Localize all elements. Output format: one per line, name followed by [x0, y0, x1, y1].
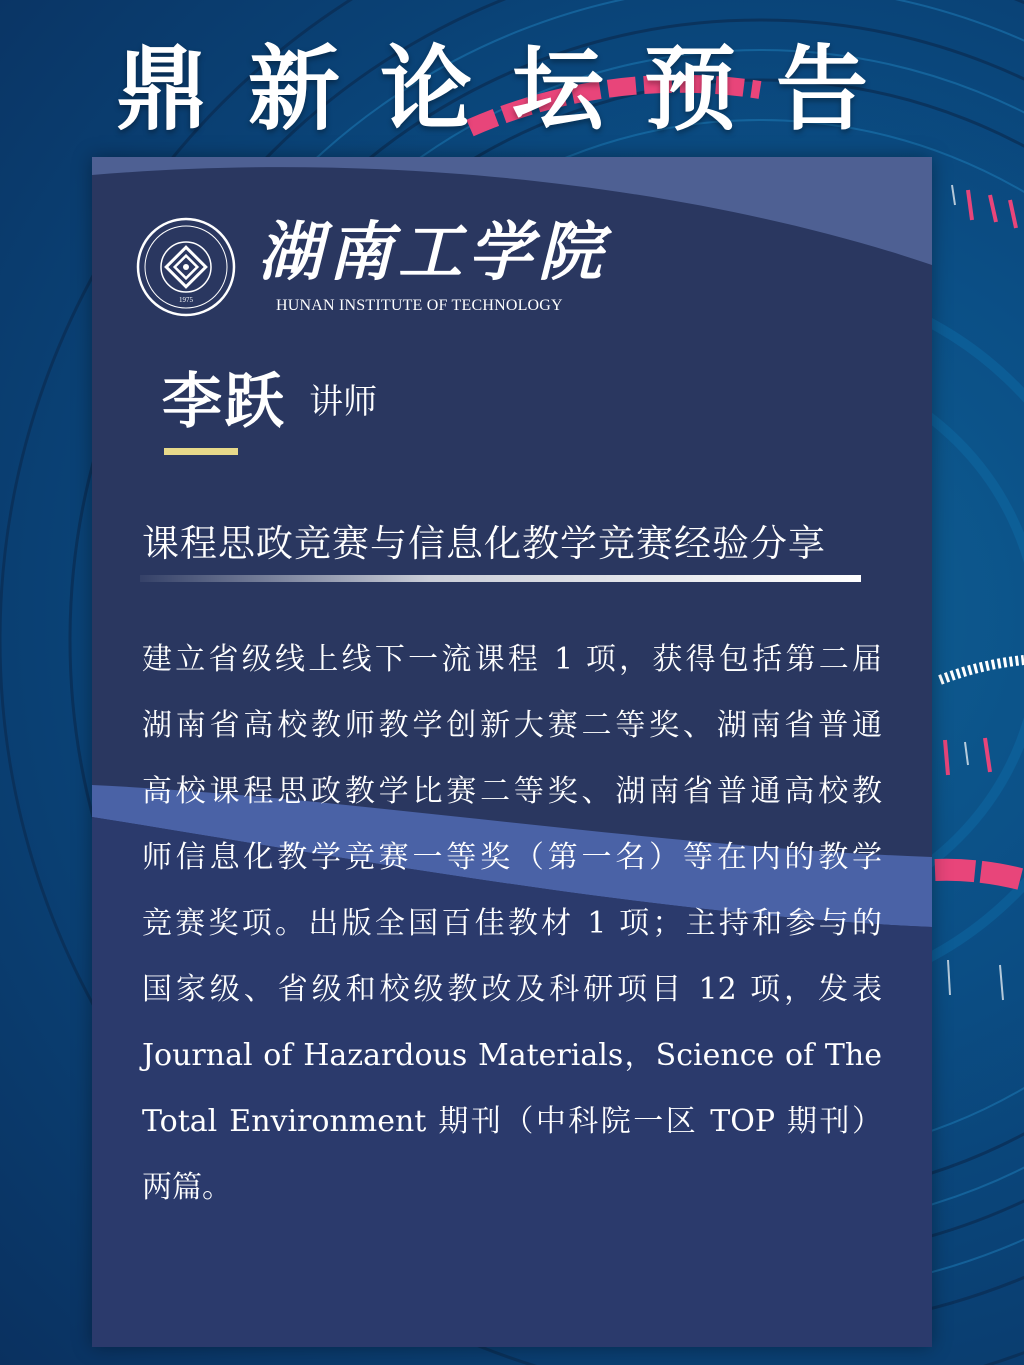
name-underline	[164, 448, 238, 455]
institution-name-cn: 湖南工学院	[258, 215, 608, 290]
bio-line: 竞赛奖项。出版全国百佳教材 1 项；主持和参与的	[142, 906, 882, 941]
bio-line: Journal of Hazardous Materials，Science of The	[142, 1038, 882, 1073]
bio-line: 国家级、省级和校级教改及科研项目 12 项，发表	[142, 972, 882, 1007]
speaker-title: 讲师	[309, 382, 378, 422]
institution-seal-logo	[136, 217, 236, 317]
bio-line: 湖南省高校教师教学创新大赛二等奖、湖南省普通	[142, 708, 882, 743]
poster-title: 鼎新论坛预告	[115, 36, 908, 143]
bio-line: 高校课程思政教学比赛二等奖、湖南省普通高校教	[142, 774, 882, 809]
talk-topic: 课程思政竞赛与信息化教学竞赛经验分享	[142, 522, 826, 565]
topic-underline	[140, 575, 861, 582]
seal-year: 1975	[179, 296, 193, 304]
speaker-name: 李跃	[162, 367, 286, 437]
speaker-bio	[142, 627, 882, 1221]
speaker-row	[162, 362, 377, 442]
speaker-panel	[92, 157, 932, 1347]
bio-line: Total Environment 期刊（中科院一区 TOP 期刊）	[142, 1104, 882, 1139]
bio-line: 两篇。	[142, 1170, 232, 1205]
institution-name-en: HUNAN INSTITUTE OF TECHNOLOGY	[276, 297, 563, 314]
bio-line: 建立省级线上线下一流课程 1 项，获得包括第二届	[142, 642, 882, 677]
bio-line: 师信息化教学竞赛一等奖（第一名）等在内的教学	[142, 840, 882, 875]
